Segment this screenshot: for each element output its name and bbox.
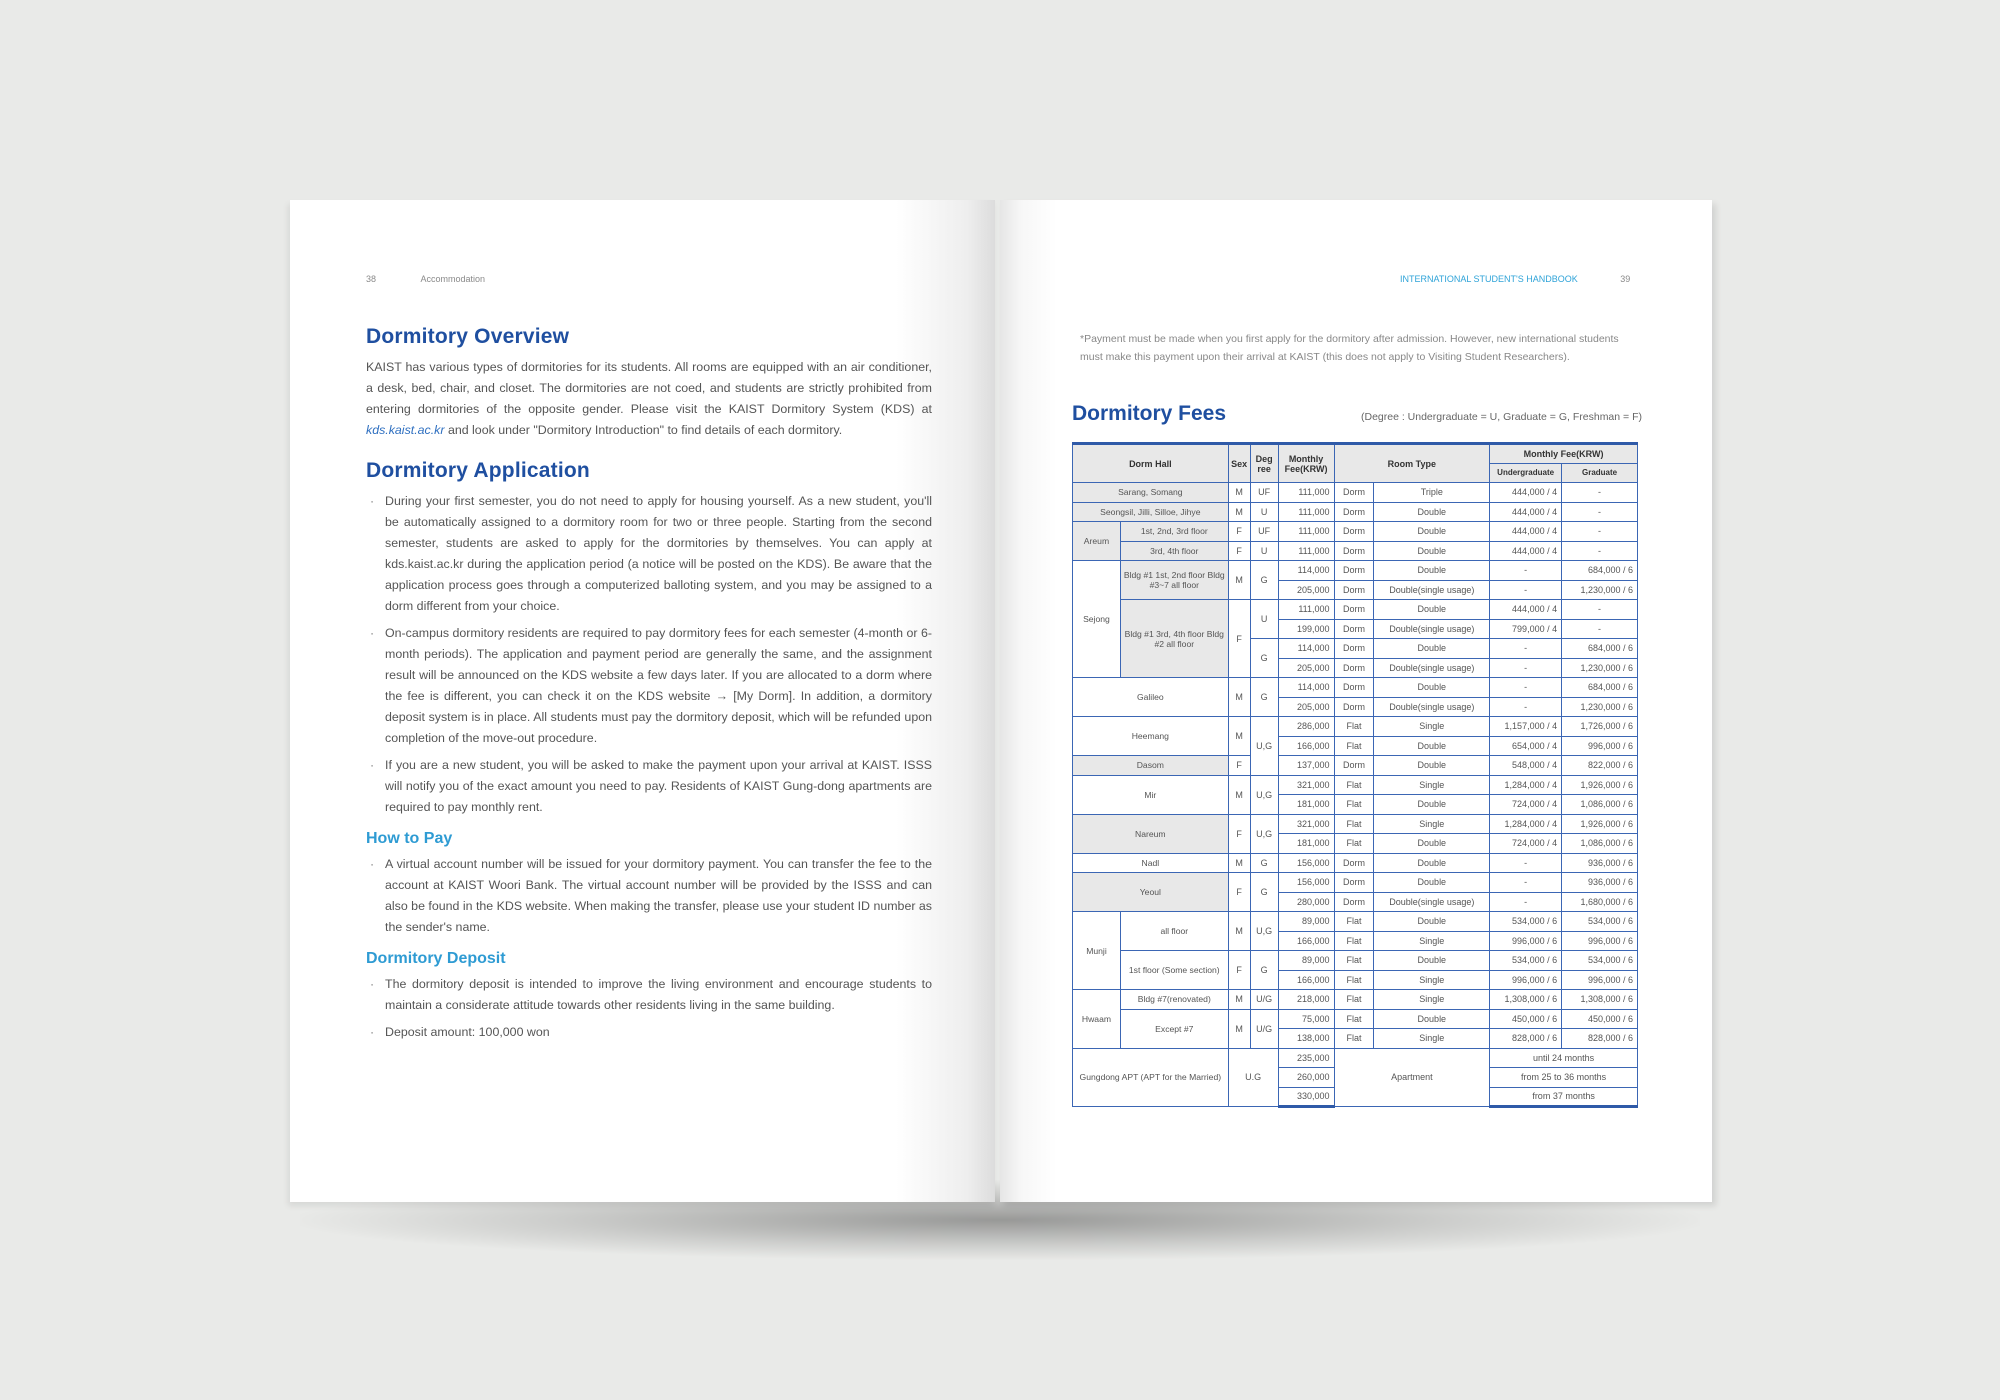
col-degree: Deg ree	[1250, 444, 1278, 483]
table-row	[1073, 678, 1638, 698]
table-row	[1073, 990, 1638, 1010]
table-cell: Double	[1374, 561, 1490, 581]
table-cell: Double	[1374, 522, 1490, 542]
table-cell: Single	[1374, 717, 1490, 737]
table-cell: G	[1250, 853, 1278, 873]
table-cell: U	[1250, 502, 1278, 522]
right-page	[1000, 200, 1712, 1202]
table-cell: from 25 to 36 months	[1490, 1068, 1638, 1088]
table-cell: 138,000	[1278, 1029, 1334, 1049]
table-cell: -	[1490, 561, 1562, 581]
table-cell: 235,000	[1278, 1048, 1334, 1068]
table-row	[1073, 483, 1638, 503]
table-cell: -	[1562, 502, 1638, 522]
table-cell: Double	[1374, 600, 1490, 620]
application-list	[366, 491, 932, 818]
table-cell: Double	[1374, 795, 1490, 815]
table-cell: Dorm	[1334, 619, 1374, 639]
table-cell: 444,000 / 4	[1490, 600, 1562, 620]
table-cell: U/G	[1250, 990, 1278, 1010]
table-cell: 166,000	[1278, 736, 1334, 756]
table-cell: 684,000 / 6	[1562, 639, 1638, 659]
table-cell: Flat	[1334, 795, 1374, 815]
table-cell: 444,000 / 4	[1490, 502, 1562, 522]
table-cell: 111,000	[1278, 522, 1334, 542]
table-row	[1073, 853, 1638, 873]
application-heading: Dormitory Application	[366, 459, 590, 482]
table-cell: Dorm	[1334, 678, 1374, 698]
table-cell: 996,000 / 6	[1562, 931, 1638, 951]
table-cell: Galileo	[1073, 678, 1229, 717]
table-cell: 1,926,000 / 6	[1562, 814, 1638, 834]
table-cell: 114,000	[1278, 561, 1334, 581]
table-cell: M	[1228, 561, 1250, 600]
table-cell: 205,000	[1278, 580, 1334, 600]
table-cell: 724,000 / 4	[1490, 795, 1562, 815]
table-cell: 1,230,000 / 6	[1562, 580, 1638, 600]
table-cell: M	[1228, 775, 1250, 814]
table-cell: -	[1562, 600, 1638, 620]
table-cell: Flat	[1334, 814, 1374, 834]
table-cell: Bldg #1 1st, 2nd floor Bldg #3~7 all floor	[1120, 561, 1228, 600]
table-cell: 444,000 / 4	[1490, 541, 1562, 561]
col-monthly-fee-group: Monthly Fee(KRW)	[1490, 444, 1638, 464]
table-cell: 1st floor (Some section)	[1120, 951, 1228, 990]
table-cell: 828,000 / 6	[1490, 1029, 1562, 1049]
table-cell: 111,000	[1278, 483, 1334, 503]
table-cell: 534,000 / 6	[1490, 951, 1562, 971]
table-cell: Dorm	[1334, 639, 1374, 659]
table-cell: 828,000 / 6	[1562, 1029, 1638, 1049]
table-cell: 996,000 / 6	[1562, 970, 1638, 990]
table-cell: Flat	[1334, 775, 1374, 795]
table-cell: 111,000	[1278, 502, 1334, 522]
table-cell: 1,308,000 / 6	[1490, 990, 1562, 1010]
table-cell: F	[1228, 951, 1250, 990]
table-cell: F	[1228, 541, 1250, 561]
table-cell: F	[1228, 756, 1250, 776]
table-cell: Gungdong APT (APT for the Married)	[1073, 1048, 1229, 1107]
col-graduate: Graduate	[1562, 463, 1638, 483]
table-cell: 111,000	[1278, 541, 1334, 561]
table-cell: Single	[1374, 814, 1490, 834]
table-cell: F	[1228, 600, 1250, 678]
table-cell: Single	[1374, 931, 1490, 951]
table-cell: 450,000 / 6	[1490, 1009, 1562, 1029]
col-dorm-hall: Dorm Hall	[1073, 444, 1229, 483]
col-undergraduate: Undergraduate	[1490, 463, 1562, 483]
table-cell: 1,086,000 / 6	[1562, 795, 1638, 815]
table-cell: Double	[1374, 678, 1490, 698]
table-cell: Flat	[1334, 834, 1374, 854]
table-row	[1073, 775, 1638, 795]
table-cell: 3rd, 4th floor	[1120, 541, 1228, 561]
table-cell: Single	[1374, 970, 1490, 990]
table-cell: Apartment	[1334, 1048, 1490, 1107]
table-cell: 996,000 / 6	[1490, 970, 1562, 990]
table-cell: U,G	[1250, 775, 1278, 814]
table-cell: Dasom	[1073, 756, 1229, 776]
table-cell: Dorm	[1334, 541, 1374, 561]
list-item: · Deposit amount: 100,000 won	[366, 1022, 932, 1043]
table-cell: Flat	[1334, 1029, 1374, 1049]
table-cell: from 37 months	[1490, 1087, 1638, 1107]
table-cell: U	[1250, 541, 1278, 561]
table-cell: Dorm	[1334, 697, 1374, 717]
table-cell: Bldg #1 3rd, 4th floor Bldg #2 all floor	[1120, 600, 1228, 678]
table-row	[1073, 600, 1638, 620]
table-cell: 1,230,000 / 6	[1562, 658, 1638, 678]
table-cell: Flat	[1334, 970, 1374, 990]
table-cell: Flat	[1334, 1009, 1374, 1029]
table-cell: Dorm	[1334, 853, 1374, 873]
table-cell: -	[1490, 697, 1562, 717]
table-cell: M	[1228, 990, 1250, 1010]
table-cell: Double(single usage)	[1374, 580, 1490, 600]
table-cell: M	[1228, 502, 1250, 522]
table-cell: Sarang, Somang	[1073, 483, 1229, 503]
table-cell: 205,000	[1278, 697, 1334, 717]
table-cell: Single	[1374, 775, 1490, 795]
table-cell: 1,284,000 / 4	[1490, 814, 1562, 834]
table-cell: Double(single usage)	[1374, 658, 1490, 678]
table-cell: 181,000	[1278, 795, 1334, 815]
left-page-number: 38	[366, 274, 377, 284]
table-cell: -	[1490, 892, 1562, 912]
table-cell: 199,000	[1278, 619, 1334, 639]
table-cell: Double	[1374, 541, 1490, 561]
table-cell: 1,308,000 / 6	[1562, 990, 1638, 1010]
col-sex: Sex	[1228, 444, 1250, 483]
table-cell: Triple	[1374, 483, 1490, 503]
table-cell: G	[1250, 639, 1278, 678]
table-cell: Sejong	[1073, 561, 1121, 678]
table-cell: M	[1228, 853, 1250, 873]
table-cell: all floor	[1120, 912, 1228, 951]
table-row	[1073, 522, 1638, 542]
table-cell: U	[1250, 600, 1278, 639]
table-cell: 1st, 2nd, 3rd floor	[1120, 522, 1228, 542]
table-cell: G	[1250, 951, 1278, 990]
table-cell: 181,000	[1278, 834, 1334, 854]
table-cell: Single	[1374, 1029, 1490, 1049]
table-cell: Yeoul	[1073, 873, 1229, 912]
table-cell: 330,000	[1278, 1087, 1334, 1107]
table-cell: 114,000	[1278, 639, 1334, 659]
table-cell: Seongsil, Jilli, Silloe, Jihye	[1073, 502, 1229, 522]
table-cell: Dorm	[1334, 892, 1374, 912]
table-cell: Flat	[1334, 912, 1374, 932]
table-cell: 444,000 / 4	[1490, 522, 1562, 542]
table-cell: 218,000	[1278, 990, 1334, 1010]
table-cell: 548,000 / 4	[1490, 756, 1562, 776]
table-cell: 260,000	[1278, 1068, 1334, 1088]
table-cell: Nareum	[1073, 814, 1229, 853]
table-cell: UF	[1250, 483, 1278, 503]
table-cell: 89,000	[1278, 912, 1334, 932]
deposit-list	[366, 974, 932, 1043]
table-cell: M	[1228, 678, 1250, 717]
table-cell: Double(single usage)	[1374, 697, 1490, 717]
table-row	[1073, 756, 1638, 776]
table-cell: 822,000 / 6	[1562, 756, 1638, 776]
list-item: · If you are a new student, you will be asked to make the payment upon your arrival at KAIST. ISSS will notify you of the exact amount you need to pay. Residents of KAIST Gung-dong apartments are required to pay monthly rent.	[366, 755, 932, 818]
table-cell: 799,000 / 4	[1490, 619, 1562, 639]
table-cell: -	[1562, 541, 1638, 561]
table-cell: Dorm	[1334, 561, 1374, 581]
col-monthly-fee: Monthly Fee(KRW)	[1278, 444, 1334, 483]
table-cell: Dorm	[1334, 600, 1374, 620]
table-cell: Flat	[1334, 717, 1374, 737]
table-row	[1073, 951, 1638, 971]
table-cell: 89,000	[1278, 951, 1334, 971]
dormitory-fees-table	[1072, 442, 1638, 1108]
table-cell: Double(single usage)	[1374, 892, 1490, 912]
table-cell: Except #7	[1120, 1009, 1228, 1048]
table-row	[1073, 1009, 1638, 1029]
kds-link[interactable]: kds.kaist.ac.kr	[366, 423, 445, 437]
table-cell: -	[1490, 873, 1562, 893]
table-cell: 205,000	[1278, 658, 1334, 678]
table-cell: 166,000	[1278, 970, 1334, 990]
table-cell: Double	[1374, 1009, 1490, 1029]
table-row	[1073, 912, 1638, 932]
table-cell: M	[1228, 1009, 1250, 1048]
table-row	[1073, 873, 1638, 893]
table-cell: 75,000	[1278, 1009, 1334, 1029]
table-row	[1073, 502, 1638, 522]
table-row	[1073, 561, 1638, 581]
table-cell: UF	[1250, 522, 1278, 542]
table-cell: Double	[1374, 639, 1490, 659]
table-cell: 1,157,000 / 4	[1490, 717, 1562, 737]
table-cell: 280,000	[1278, 892, 1334, 912]
deposit-heading: Dormitory Deposit	[366, 950, 506, 967]
left-page	[290, 200, 995, 1202]
table-cell: Double	[1374, 736, 1490, 756]
table-row	[1073, 541, 1638, 561]
table-cell: Flat	[1334, 931, 1374, 951]
table-cell: Double	[1374, 502, 1490, 522]
table-cell: M	[1228, 483, 1250, 503]
table-cell: 111,000	[1278, 600, 1334, 620]
table-cell: -	[1562, 483, 1638, 503]
table-cell: Munji	[1073, 912, 1121, 990]
table-cell: U/G	[1250, 1009, 1278, 1048]
payment-note: *Payment must be made when you first apply for the dormitory after admission. However, new international students must make this payment upon their arrival at KAIST (this does not apply to Visiting Student Researchers).	[1080, 333, 1619, 363]
table-cell: 156,000	[1278, 873, 1334, 893]
table-cell: 321,000	[1278, 814, 1334, 834]
table-cell: U,G	[1250, 814, 1278, 853]
table-cell: 936,000 / 6	[1562, 873, 1638, 893]
table-cell: -	[1490, 658, 1562, 678]
how-to-pay-list	[366, 854, 932, 938]
table-cell: 1,284,000 / 4	[1490, 775, 1562, 795]
table-cell: 114,000	[1278, 678, 1334, 698]
how-to-pay-heading: How to Pay	[366, 830, 453, 847]
table-cell: Dorm	[1334, 522, 1374, 542]
table-cell: Double	[1374, 834, 1490, 854]
table-cell: -	[1562, 619, 1638, 639]
table-cell: Double(single usage)	[1374, 619, 1490, 639]
table-row	[1073, 814, 1638, 834]
table-cell: Dorm	[1334, 502, 1374, 522]
table-cell: 166,000	[1278, 931, 1334, 951]
table-cell: Double	[1374, 912, 1490, 932]
table-cell: F	[1228, 873, 1250, 912]
table-cell: Nadl	[1073, 853, 1229, 873]
table-cell: Bldg #7(renovated)	[1120, 990, 1228, 1010]
right-page-header	[1400, 274, 1630, 284]
table-cell: 996,000 / 6	[1490, 931, 1562, 951]
table-cell: until 24 months	[1490, 1048, 1638, 1068]
table-cell: U.G	[1228, 1048, 1278, 1107]
table-cell: 450,000 / 6	[1562, 1009, 1638, 1029]
overview-heading: Dormitory Overview	[366, 325, 570, 348]
table-cell: Dorm	[1334, 580, 1374, 600]
table-cell: Double	[1374, 951, 1490, 971]
fees-header	[1072, 402, 1642, 426]
table-cell: 996,000 / 6	[1562, 736, 1638, 756]
table-cell: 1,230,000 / 6	[1562, 697, 1638, 717]
table-cell: Double	[1374, 756, 1490, 776]
table-cell: -	[1490, 678, 1562, 698]
table-cell: 1,680,000 / 6	[1562, 892, 1638, 912]
table-cell: 286,000	[1278, 717, 1334, 737]
overview-paragraph: KAIST has various types of dormitories for its students. All rooms are equipped with an air conditioner, a desk, bed, chair, and closet. The dormitories are not coed, and students are strictly prohibited from entering dormitories of the opposite gender. Please visit the KAIST Dormitory System (KDS) at kds.kaist.ac.kr and look under "Dormitory Introduction" to find details of each dormitory.	[366, 360, 932, 437]
table-cell: Heemang	[1073, 717, 1229, 756]
table-cell: 156,000	[1278, 853, 1334, 873]
table-cell: 137,000	[1278, 756, 1334, 776]
table-cell: 724,000 / 4	[1490, 834, 1562, 854]
left-page-header	[366, 274, 485, 284]
table-cell: 321,000	[1278, 775, 1334, 795]
fees-heading: Dormitory Fees	[1072, 402, 1227, 425]
table-cell: 654,000 / 4	[1490, 736, 1562, 756]
table-cell: -	[1490, 580, 1562, 600]
table-cell: 444,000 / 4	[1490, 483, 1562, 503]
table-cell: Flat	[1334, 990, 1374, 1010]
table-cell: Dorm	[1334, 756, 1374, 776]
table-cell: G	[1250, 561, 1278, 600]
table-cell: -	[1562, 522, 1638, 542]
table-cell: Dorm	[1334, 873, 1374, 893]
table-cell: U,G	[1250, 912, 1278, 951]
table-cell: G	[1250, 873, 1278, 912]
table-cell: Flat	[1334, 951, 1374, 971]
handbook-label: INTERNATIONAL STUDENT'S HANDBOOK	[1400, 274, 1578, 284]
table-cell: F	[1228, 814, 1250, 853]
table-cell: -	[1490, 639, 1562, 659]
table-cell: Dorm	[1334, 658, 1374, 678]
table-cell: M	[1228, 717, 1250, 756]
list-item: · The dormitory deposit is intended to improve the living environment and encourage students to maintain a considerate attitude towards other residents living in the same building.	[366, 974, 932, 1016]
degree-legend: (Degree : Undergraduate = U, Graduate = G, Freshman = F)	[1360, 411, 1642, 423]
table-row	[1073, 717, 1638, 737]
table-cell: Flat	[1334, 736, 1374, 756]
table-cell: 534,000 / 6	[1562, 912, 1638, 932]
table-cell: 534,000 / 6	[1562, 951, 1638, 971]
table-cell: Double	[1374, 873, 1490, 893]
list-item: · A virtual account number will be issued for your dormitory payment. You can transfer the fee to the account at KAIST Woori Bank. The virtual account number will be provided by the ISSS and can also be found in the KDS website. When making the transfer, please use your student ID number as the sender's name.	[366, 854, 932, 938]
table-cell: Double	[1374, 853, 1490, 873]
list-item: · During your first semester, you do not need to apply for housing yourself. As a new student, you'll be automatically assigned to a dormitory room for two or three people. Starting from the second semester, students are asked to apply for the dormitories by themselves. You can apply at kds.kaist.ac.kr during the application period (a notice will be posted on the KDS). Be aware that the application process goes through a computerized balloting system, and you may be assigned to a dorm different from your choice.	[366, 491, 932, 617]
table-cell: 1,086,000 / 6	[1562, 834, 1638, 854]
table-cell: Hwaam	[1073, 990, 1121, 1049]
table-cell: Mir	[1073, 775, 1229, 814]
table-row	[1073, 1048, 1638, 1068]
table-cell: -	[1490, 853, 1562, 873]
table-cell: 684,000 / 6	[1562, 561, 1638, 581]
list-item: · On-campus dormitory residents are required to pay dormitory fees for each semester (4-month or 6-month periods). The application and payment period are generally the same, and the assignment result will be announced on the KDS website a few days later. If you are allocated to a dorm where the fee is different, you can check it on the KDS website → [My Dorm]. In addition, a dormitory deposit system is in place. All students must pay the dormitory deposit, which will be refunded upon completion of the move-out procedure.	[366, 623, 932, 749]
right-page-number: 39	[1620, 274, 1631, 284]
section-label: Accommodation	[420, 274, 486, 284]
table-cell: 1,726,000 / 6	[1562, 717, 1638, 737]
table-cell: 534,000 / 6	[1490, 912, 1562, 932]
left-page-content	[366, 325, 932, 1049]
table-cell: 1,926,000 / 6	[1562, 775, 1638, 795]
table-cell: Single	[1374, 990, 1490, 1010]
table-cell: Areum	[1073, 522, 1121, 561]
col-room-type: Room Type	[1334, 444, 1490, 483]
table-header-row	[1073, 444, 1638, 464]
table-cell: U,G	[1250, 717, 1278, 776]
table-cell: Dorm	[1334, 483, 1374, 503]
table-cell: G	[1250, 678, 1278, 717]
table-cell: M	[1228, 912, 1250, 951]
table-cell: 936,000 / 6	[1562, 853, 1638, 873]
table-cell: F	[1228, 522, 1250, 542]
table-cell: 684,000 / 6	[1562, 678, 1638, 698]
